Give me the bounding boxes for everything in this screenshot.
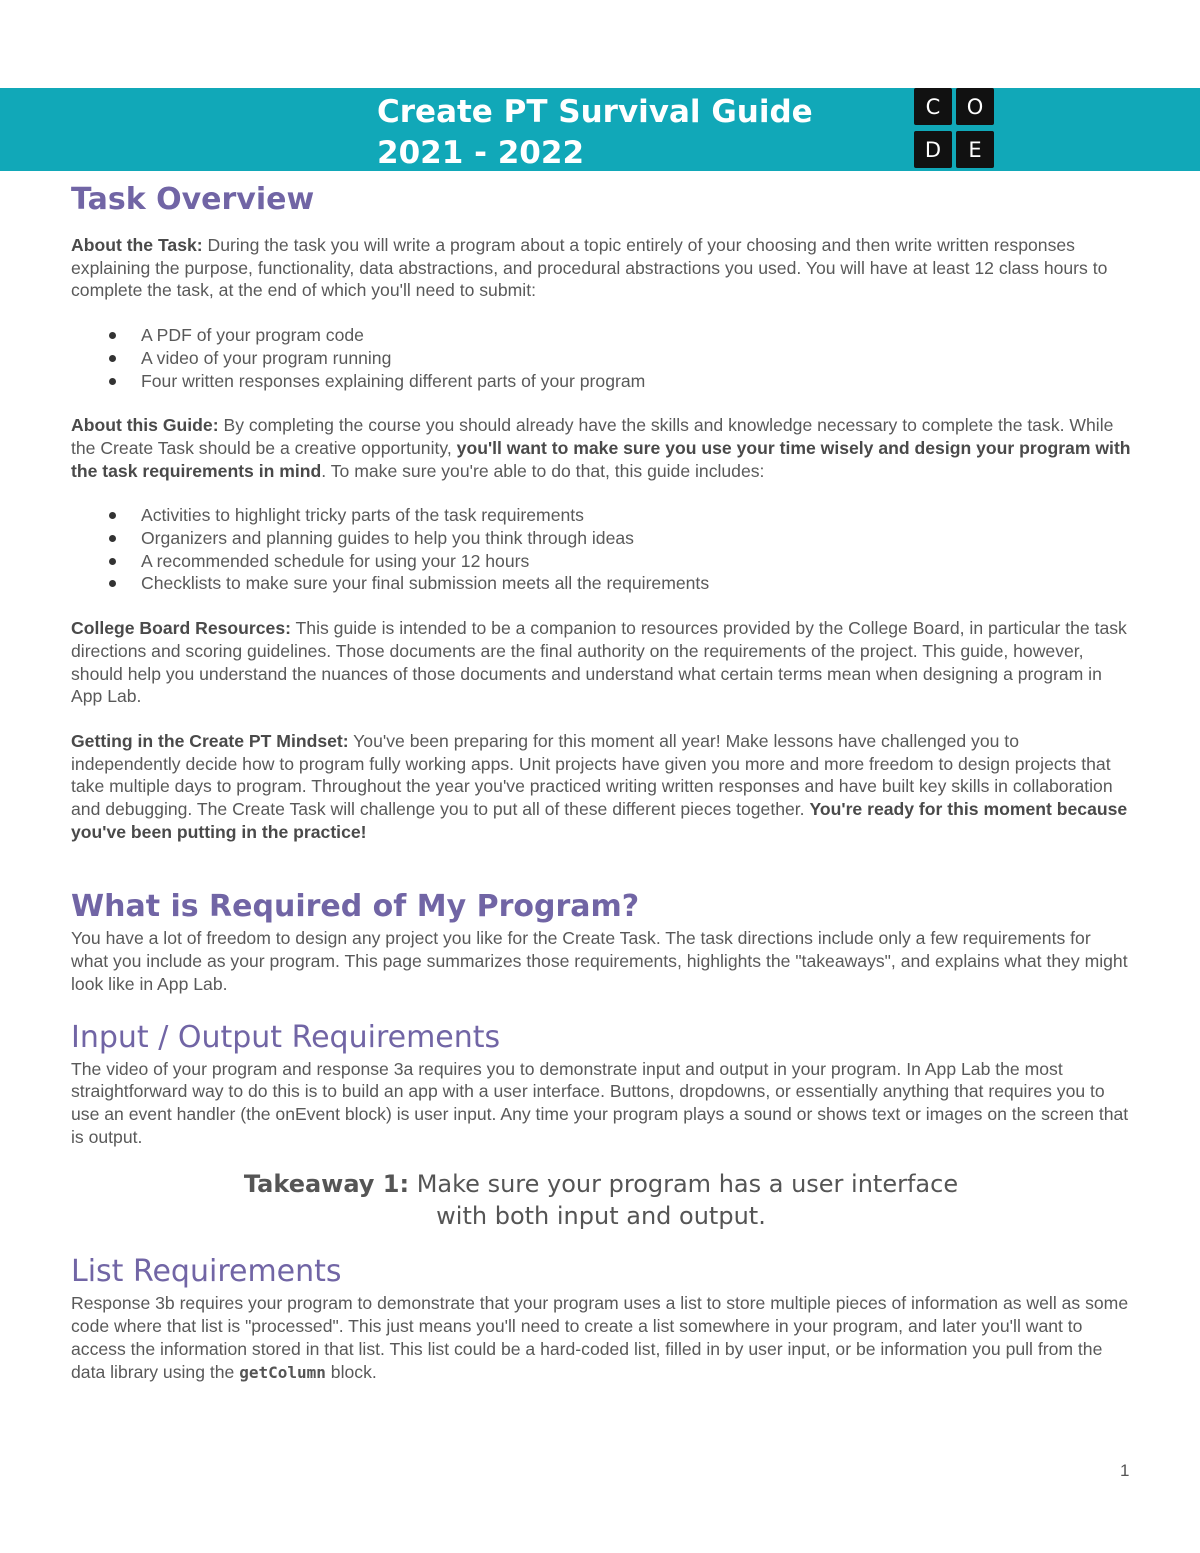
list-item: A PDF of your program code: [71, 324, 1131, 347]
about-task-label: About the Task:: [71, 235, 203, 255]
document-body: [71, 180, 1131, 1384]
getcolumn-code: getColumn: [239, 1362, 326, 1382]
list-heading: List Requirements: [71, 1254, 342, 1290]
required-heading: What is Required of My Program?: [71, 889, 640, 925]
title-line-2: 2021 - 2022: [377, 135, 585, 171]
mindset-text: You've been preparing for this moment all year! Make lessons have challenged you to independently decide how to program fully working apps. Unit projects have given you more and more freedom to design projects that take multiple days to program. Throughout the year you've practiced writing written responses and have built key skills in collaboration and debugging. The Create Task will challenge you to put all of these different pieces together.: [71, 730, 1113, 820]
list-text-end: block.: [325, 1361, 377, 1382]
logo-letter-c: C: [914, 88, 952, 125]
list-text: Response 3b requires your program to demonstrate that your program uses a list to store multiple pieces of information as well as some code where that list is "processed". This just means you'll need to create a list somewhere in your program, and later you'll want to access the information stored in that list. This list could be a hard-coded list, filled in by user input, or be information you pull from the data library using the: [71, 1293, 1129, 1382]
about-guide-text: By completing the course you should already have the skills and knowledge necessary to complete the task. While the Create Task should be a creative opportunity,: [71, 415, 1114, 458]
list-item: Four written responses explaining different parts of your program: [71, 370, 1131, 393]
title-line-1: Create PT Survival Guide: [377, 94, 813, 130]
logo-letter-d: D: [914, 131, 952, 168]
list-paragraph: [71, 1292, 1131, 1384]
guide-list: [71, 504, 1131, 595]
college-board-paragraph: [71, 617, 1131, 708]
about-guide-text-end: . To make sure you're able to do that, this guide includes:: [321, 460, 765, 481]
task-overview-heading: Task Overview: [71, 182, 315, 217]
takeaway-text-1: Make sure your program has a user interface: [409, 1170, 959, 1199]
submit-list: [71, 324, 1131, 392]
io-paragraph: The video of your program and response 3a requires you to demonstrate input and output in your program. In App Lab the most straightforward way to do this is to build an app with a user interface. Buttons, dropdowns, or essentially anything that requires you to use an event handler (the onEvent block) is user input. Any time your program plays a sound or shows text or images on the screen that is output.: [71, 1058, 1129, 1147]
list-item: Activities to highlight tricky parts of the task requirements: [71, 504, 1131, 527]
list-item: A recommended schedule for using your 12 hours: [71, 550, 1131, 573]
college-board-label: College Board Resources:: [71, 618, 291, 639]
about-guide-bold: you'll want to make sure you use your time wisely and design your program with the task requirements in mind: [71, 437, 1131, 481]
required-paragraph: You have a lot of freedom to design any project you like for the Create Task. The task directions include only a few requirements for what you include as your program. This page summarizes those requirements, highlights the "takeaways", and explains what they might look like in App Lab.: [71, 928, 1128, 994]
page-number: 1: [1120, 1461, 1130, 1480]
list-item: Organizers and planning guides to help you think through ideas: [71, 527, 1131, 550]
header-banner: [0, 88, 1200, 171]
about-guide-label: About this Guide:: [71, 415, 219, 436]
io-heading: Input / Output Requirements: [71, 1019, 501, 1055]
takeaway-line-1: [71, 1168, 1131, 1200]
takeaway-label: Takeaway 1:: [243, 1170, 410, 1199]
list-item: A video of your program running: [71, 347, 1131, 370]
takeaway-callout: [71, 1168, 1131, 1232]
list-item: Checklists to make sure your final submission meets all the requirements: [71, 572, 1131, 595]
about-task-text: During the task you will write a program about a topic entirely of your choosing and then write written responses explaining the purpose, functionality, data abstractions, and procedural abstractions you used. You will have at least 12 class hours to complete the task, at the end of which you'll need to submit:: [71, 235, 1108, 301]
code-org-logo: [914, 88, 996, 170]
document-title: [377, 92, 813, 174]
takeaway-text-2: with both input and output.: [436, 1202, 766, 1231]
college-board-text: This guide is intended to be a companion to resources provided by the College Board, in particular the task directions and scoring guidelines. Those documents are the final authority on the requirements of the project. This guide, however, should help you understand the nuances of those documents and understand what certain terms mean when designing a program in App Lab.: [71, 618, 1127, 707]
logo-letter-o: O: [956, 88, 994, 125]
about-task-paragraph: [71, 234, 1131, 302]
mindset-paragraph: [71, 730, 1131, 844]
mindset-bold-end: You're ready for this moment because you've been putting in the practice!: [71, 799, 1128, 842]
mindset-label: Getting in the Create PT Mindset:: [71, 730, 349, 751]
about-guide-paragraph: [71, 414, 1131, 482]
logo-letter-e: E: [956, 131, 994, 168]
